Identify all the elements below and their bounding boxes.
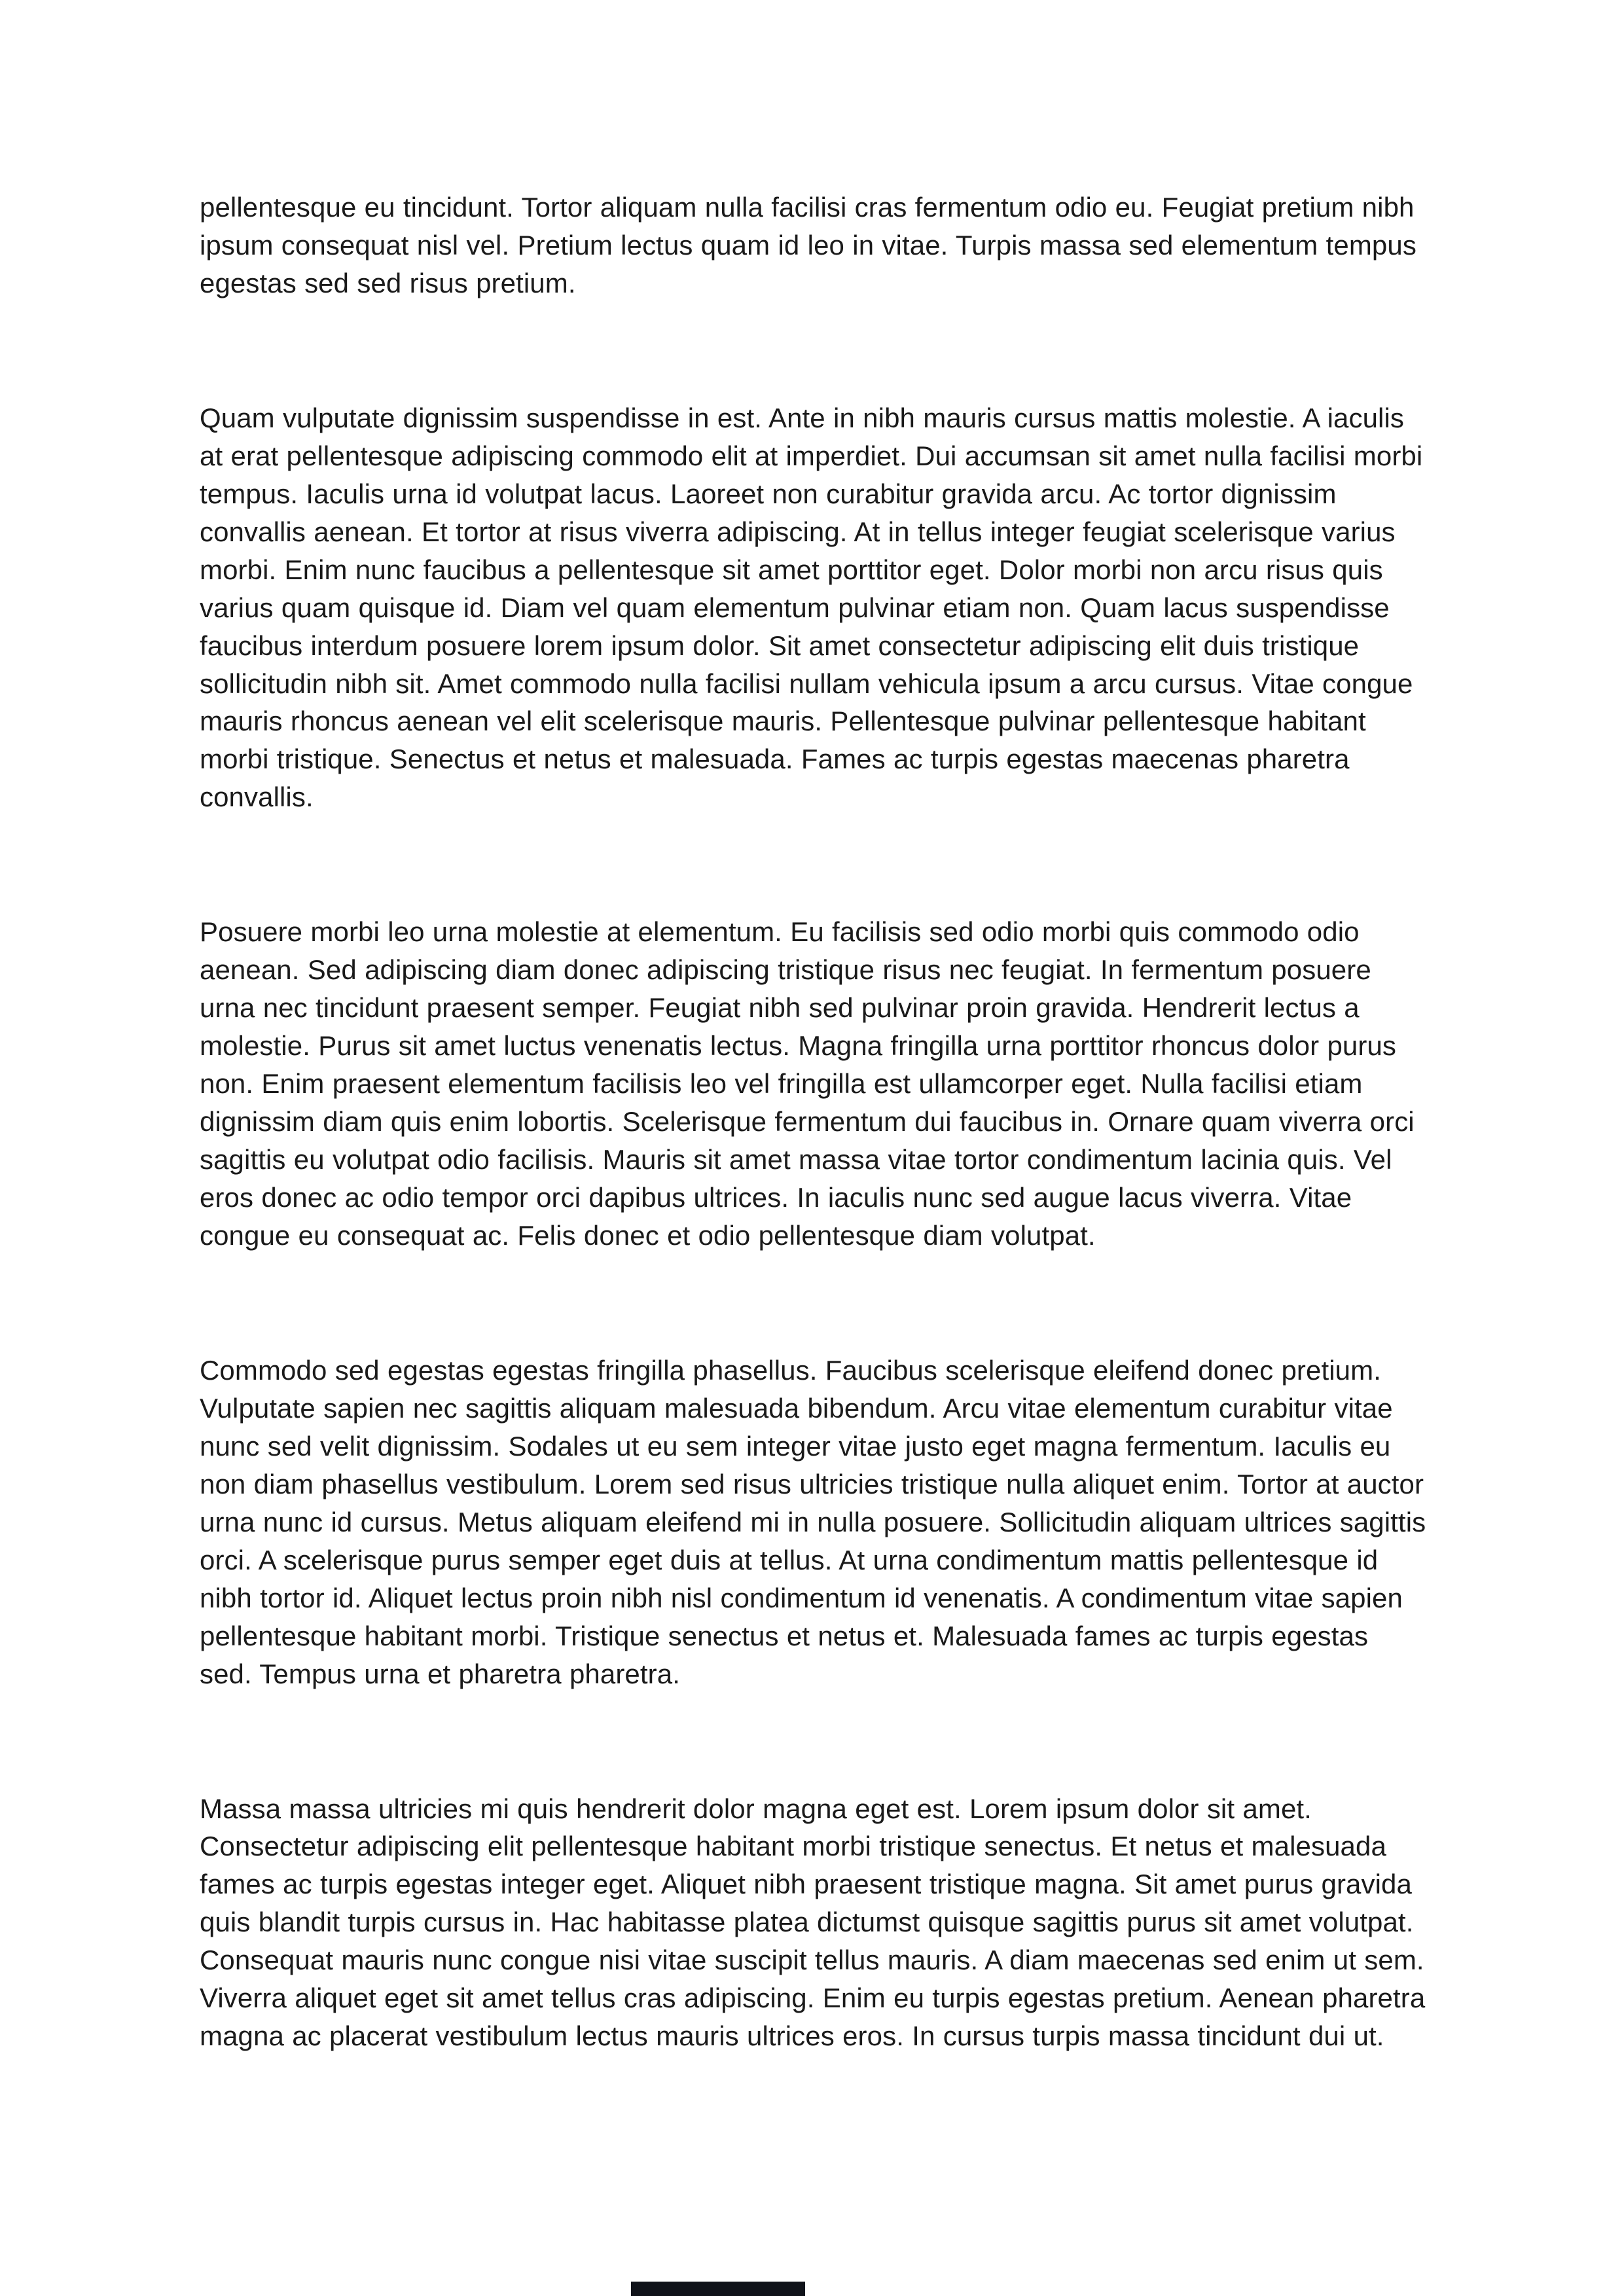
paragraph-5: Massa massa ultricies mi quis hendrerit dolor magna eget est. Lorem ipsum dolor sit amet. Consectetur adipiscing elit pellentesque habitant morbi tristique senectus. Et netus et malesuada fames ac turpis egestas integer eget. Aliquet nibh praesent tristique magna. Sit amet purus gravida quis blandit turpis cursus in. Hac habitasse platea dictumst quisque sagittis purus sit amet volutpat. Consequat mauris nunc congue nisi vitae suscipit tellus mauris. A diam maecenas sed enim ut sem. Viverra aliquet eget sit amet tellus cras adipiscing. Enim eu turpis egestas pretium. Aenean pharetra magna ac placerat vestibulum lectus mauris ultrices eros. In cursus turpis massa tincidunt dui ut. (200, 1793, 1426, 2052)
paragraph-2: Quam vulputate dignissim suspendisse in est. Ante in nibh mauris cursus mattis molestie. A iaculis at erat pellentesque adipiscing commodo elit at imperdiet. Dui accumsan sit amet nulla facilisi morbi tempus. Iaculis urna id volutpat lacus. Laoreet non curabitur gravida arcu. Ac tortor dignissim convallis aenean. Et tortor at risus viverra adipiscing. At in tellus integer feugiat scelerisque varius morbi. Enim nunc faucibus a pellentesque sit amet porttitor eget. Dolor morbi non arcu risus quis varius quam quisque id. Diam vel quam elementum pulvinar etiam non. Quam lacus suspendisse faucibus interdum posuere lorem ipsum dolor. Sit amet consectetur adipiscing elit duis tristique sollicitudin nibh sit. Amet commodo nulla facilisi nullam vehicula ipsum a arcu cursus. Vitae congue mauris rhoncus aenean vel elit scelerisque mauris. Pellentesque pulvinar pellentesque habitant morbi tristique. Senectus et netus et malesuada. Fames ac turpis egestas maecenas pharetra convallis. (200, 402, 1423, 813)
text-column (200, 188, 1427, 2152)
bottom-edge-artifact (631, 2282, 805, 2296)
paragraph-4: Commodo sed egestas egestas fringilla phasellus. Faucibus scelerisque eleifend donec pretium. Vulputate sapien nec sagittis aliquam malesuada bibendum. Arcu vitae elementum curabitur vitae nunc sed velit dignissim. Sodales ut eu sem integer vitae justo eget magna fermentum. Iaculis eu non diam phasellus vestibulum. Lorem sed risus ultricies tristique nulla aliquet enim. Tortor at auctor urna nunc id cursus. Metus aliquam eleifend mi in nulla posuere. Sollicitudin aliquam ultrices sagittis orci. A scelerisque purus semper eget duis at tellus. At urna condimentum mattis pellentesque id nibh tortor id. Aliquet lectus proin nibh nisl condimentum id venenatis. A condimentum vitae sapien pellentesque habitant morbi. Tristique senectus et netus et. Malesuada fames ac turpis egestas sed. Tempus urna et pharetra pharetra. (200, 1354, 1426, 1689)
paragraph-3: Posuere morbi leo urna molestie at elementum. Eu facilisis sed odio morbi quis commodo odio aenean. Sed adipiscing diam donec adipiscing tristique risus nec feugiat. In fermentum posuere urna nec tincidunt praesent semper. Feugiat nibh sed pulvinar proin gravida. Hendrerit lectus a molestie. Purus sit amet luctus venenatis lectus. Magna fringilla urna porttitor rhoncus dolor purus non. Enim praesent elementum facilisis leo vel fringilla est ullamcorper eget. Nulla facilisi etiam dignissim diam quis enim lobortis. Scelerisque fermentum dui faucibus in. Ornare quam viverra orci sagittis eu volutpat odio facilisis. Mauris sit amet massa vitae tortor condimentum lacinia quis. Vel eros donec ac odio tempor orci dapibus ultrices. In iaculis nunc sed augue lacus viverra. Vitae congue eu consequat ac. Felis donec et odio pellentesque diam volutpat. (200, 916, 1415, 1251)
paragraph-1: pellentesque eu tincidunt. Tortor aliquam nulla facilisi cras fermentum odio eu. Feugiat pretium nibh ipsum consequat nisl vel. Pretium lectus quam id leo in vitae. Turpis massa sed elementum tempus egestas sed sed risus pretium. (200, 192, 1416, 298)
